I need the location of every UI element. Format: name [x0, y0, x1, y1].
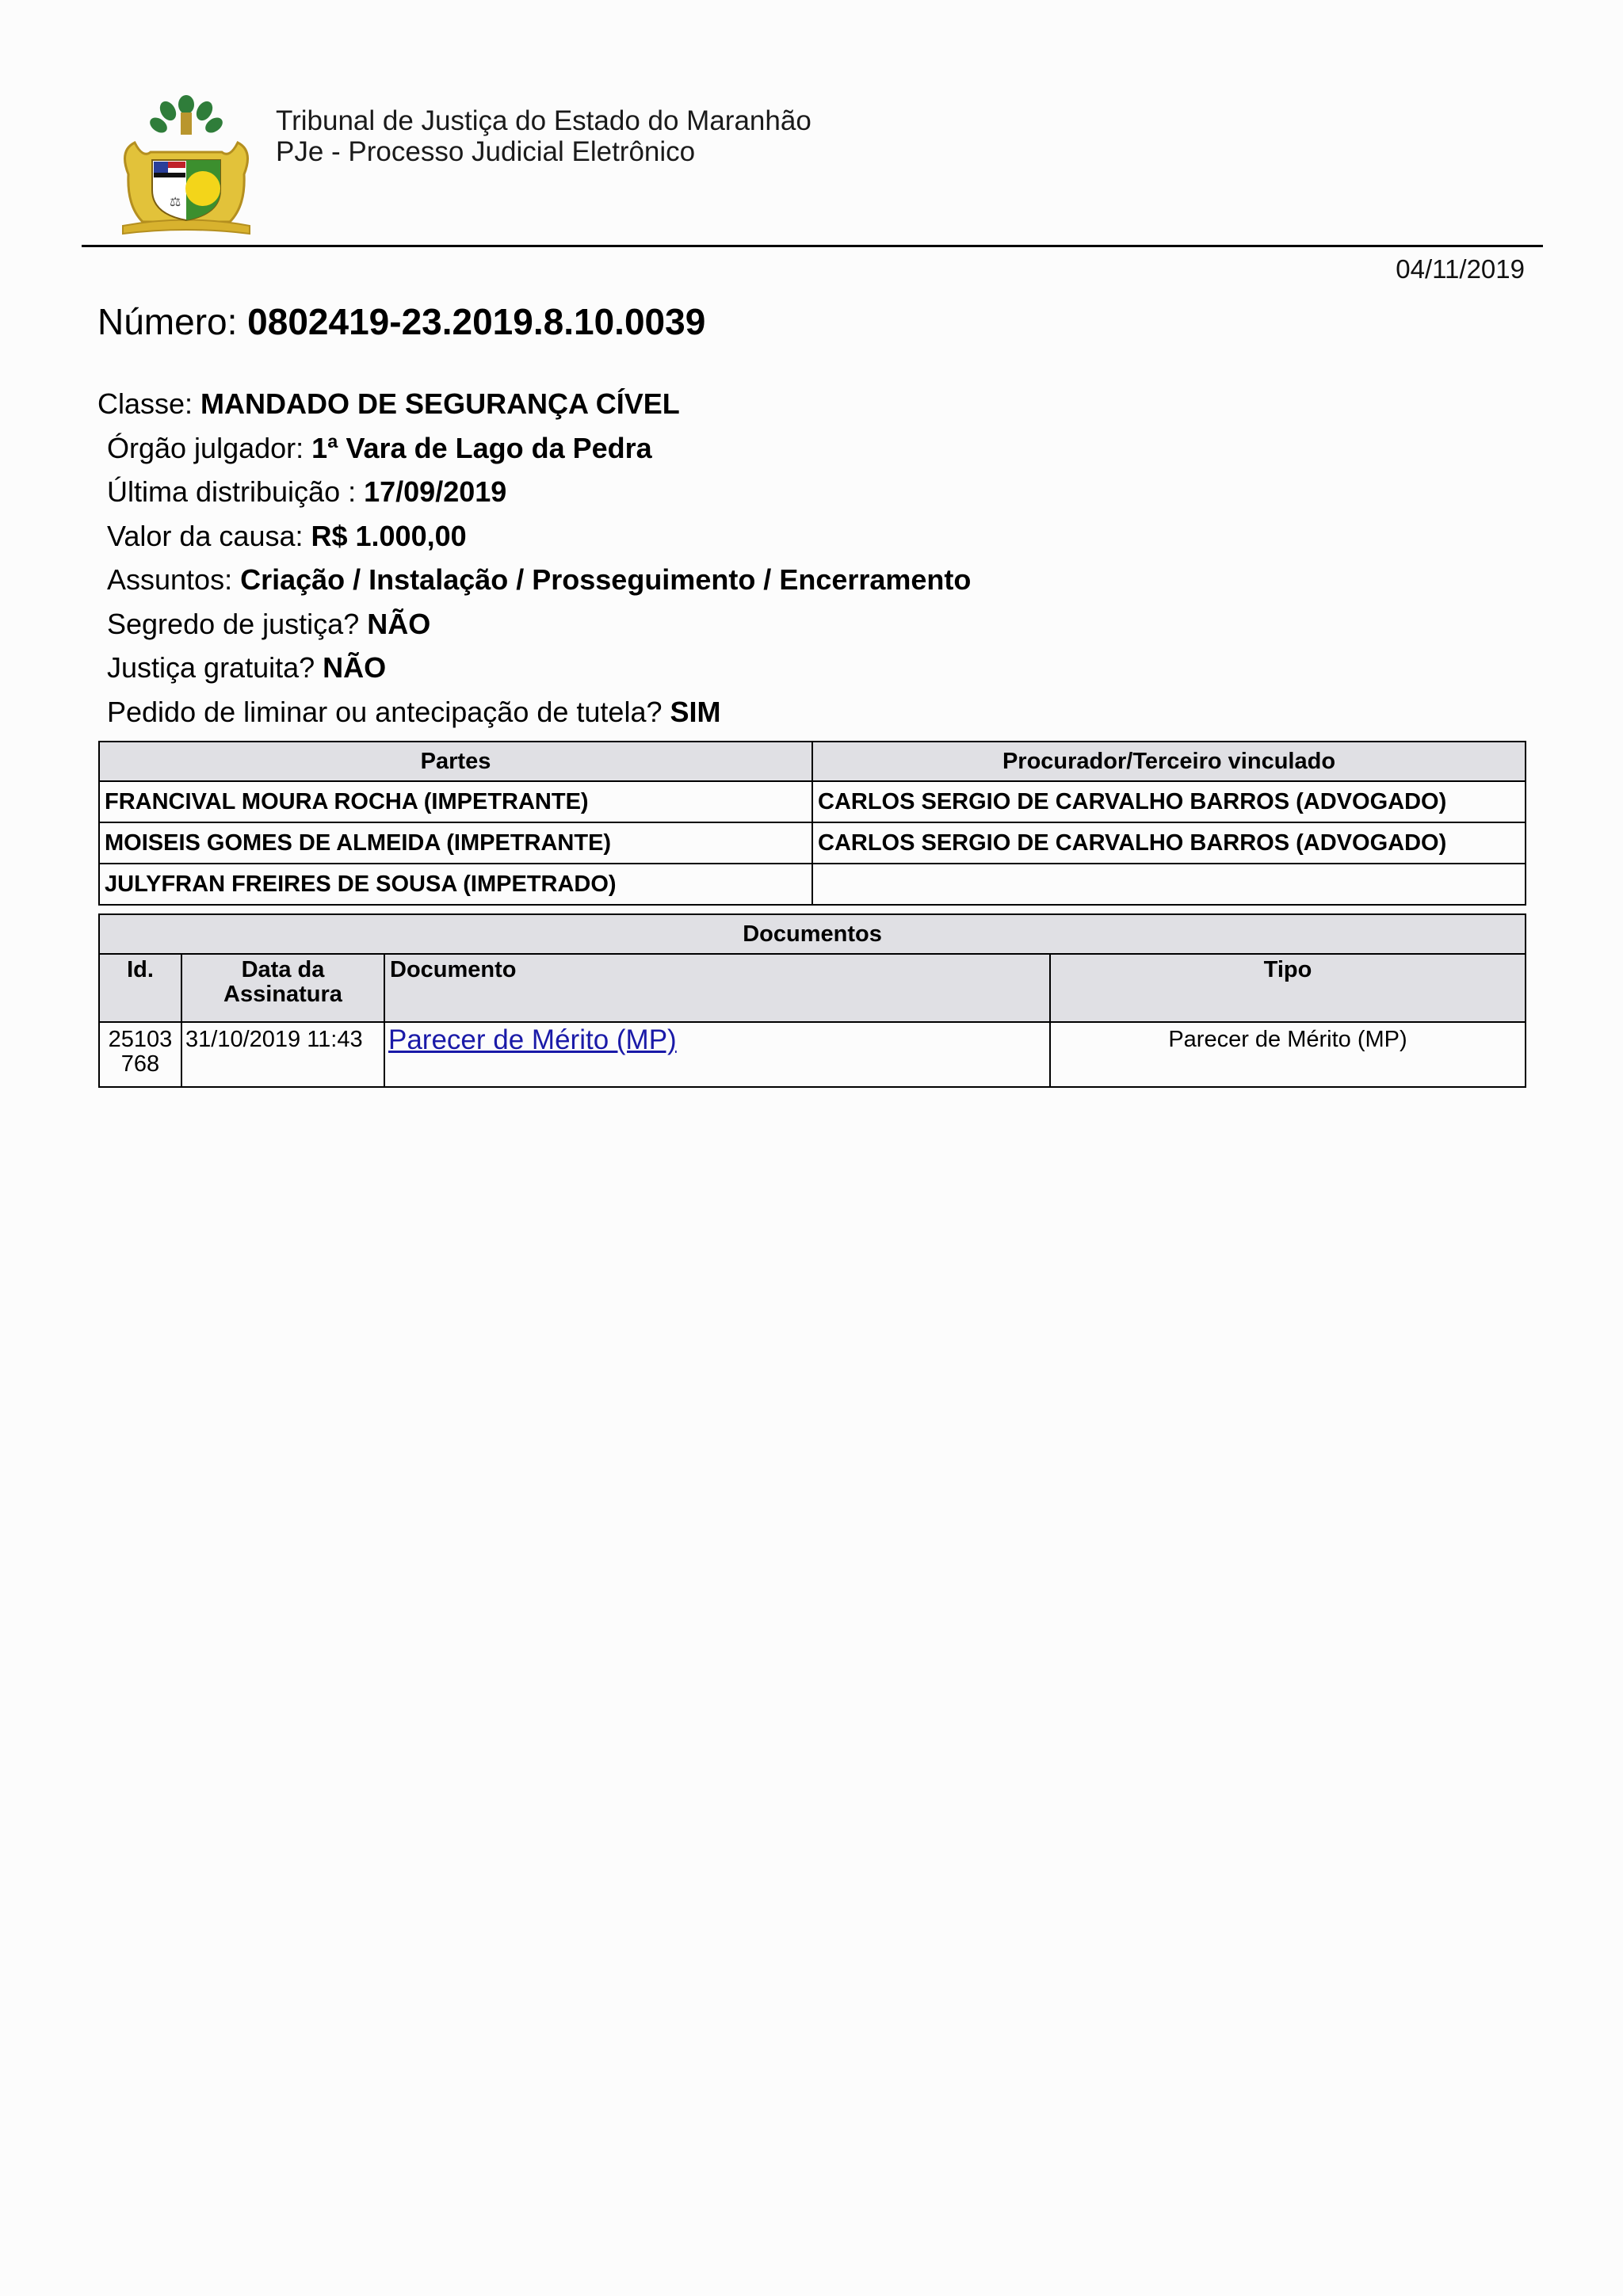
column-header-data: Data da Assinatura: [181, 954, 384, 1022]
system-name: PJe - Processo Judicial Eletrônico: [276, 136, 696, 167]
field-value: 1ª Vara de Lago da Pedra: [311, 431, 652, 464]
field-label: Pedido de liminar ou antecipação de tutela?: [107, 695, 670, 728]
process-number-value: 0802419-23.2019.8.10.0039: [247, 301, 706, 342]
column-header-id: Id.: [99, 954, 181, 1022]
field-pedido-de-liminar: [97, 690, 971, 734]
parte-cell: JULYFRAN FREIRES DE SOUSA (IMPETRADO): [99, 864, 812, 905]
document-cell: [384, 1022, 1050, 1087]
table-header-row: [99, 954, 1526, 1022]
field-orgao-julgador: [97, 426, 971, 471]
field-segredo-de-justica: [97, 602, 971, 646]
procurador-cell: CARLOS SERGIO DE CARVALHO BARROS (ADVOGADO): [812, 781, 1526, 822]
procurador-cell: CARLOS SERGIO DE CARVALHO BARROS (ADVOGADO): [812, 822, 1526, 864]
process-number-label: Número:: [97, 301, 248, 342]
field-value: Criação / Instalação / Prosseguimento / Encerramento: [240, 563, 972, 596]
procurador-cell: [812, 864, 1526, 905]
field-value: NÃO: [367, 607, 431, 640]
field-label: Valor da causa:: [107, 519, 311, 552]
partes-table: [98, 741, 1526, 906]
field-ultima-distribuicao: [97, 470, 971, 514]
court-header: [276, 105, 812, 167]
document-link[interactable]: Parecer de Mérito (MP): [388, 1024, 677, 1055]
field-value: 17/09/2019: [364, 475, 507, 508]
field-value: MANDADO DE SEGURANÇA CÍVEL: [200, 387, 680, 420]
documentos-table: [98, 913, 1526, 1088]
field-value: SIM: [670, 695, 721, 728]
document-date: 31/10/2019 11:43: [181, 1022, 384, 1087]
field-label: Órgão julgador:: [107, 431, 312, 464]
header-divider: [82, 245, 1543, 247]
table-row: [99, 864, 1526, 905]
parte-cell: FRANCIVAL MOURA ROCHA (IMPETRANTE): [99, 781, 812, 822]
court-logo: [111, 95, 262, 236]
field-value: NÃO: [323, 651, 387, 684]
court-name: Tribunal de Justiça do Estado do Maranhão: [276, 105, 812, 136]
process-fields: [97, 382, 971, 734]
column-header-documento: Documento: [384, 954, 1050, 1022]
field-label: Segredo de justiça?: [107, 607, 368, 640]
column-header: Procurador/Terceiro vinculado: [812, 742, 1526, 781]
table-row: [99, 781, 1526, 822]
process-number: [97, 300, 705, 343]
field-valor-da-causa: [97, 514, 971, 559]
document-id: 25103768: [99, 1022, 181, 1087]
field-label: Última distribuição :: [107, 475, 365, 508]
table-title-row: [99, 914, 1526, 954]
field-assuntos: [97, 558, 971, 602]
field-label: Assuntos:: [107, 563, 241, 596]
document-type: Parecer de Mérito (MP): [1050, 1022, 1526, 1087]
document-date: 04/11/2019: [1396, 254, 1525, 284]
field-label: Classe:: [97, 387, 201, 420]
table-row: [99, 822, 1526, 864]
column-header-tipo: Tipo: [1050, 954, 1526, 1022]
table-header-row: [99, 742, 1526, 781]
field-label: Justiça gratuita?: [107, 651, 323, 684]
parte-cell: MOISEIS GOMES DE ALMEIDA (IMPETRANTE): [99, 822, 812, 864]
table-row: [99, 1022, 1526, 1087]
field-classe: [97, 382, 971, 426]
field-value: R$ 1.000,00: [311, 519, 467, 552]
field-justica-gratuita: [97, 646, 971, 690]
documentos-title: Documentos: [99, 914, 1526, 954]
column-header: Partes: [99, 742, 812, 781]
svg-text:⚖: ⚖: [170, 194, 181, 209]
